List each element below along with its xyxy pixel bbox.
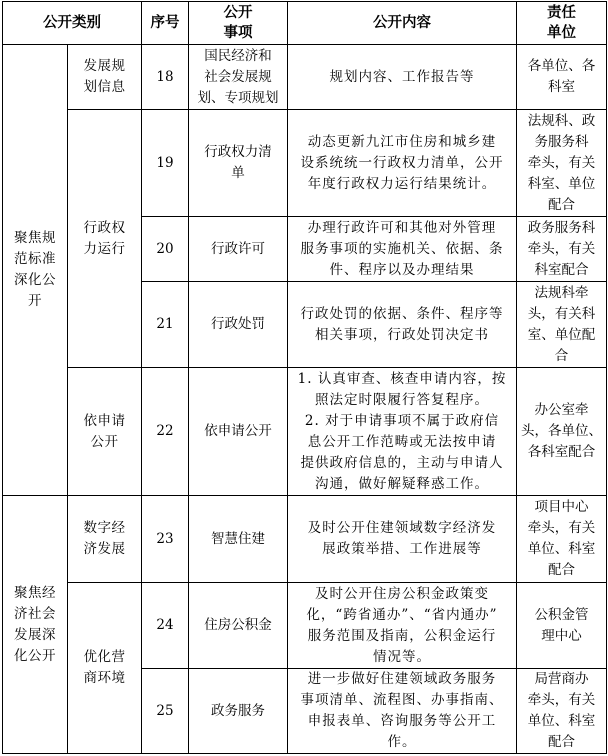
- subcategory-cell: 优化营 商环境: [68, 583, 142, 754]
- unit-cell: 法规科牵 头，有关科 室、单位配 合: [517, 282, 607, 368]
- item-cell: 依申请公开: [189, 368, 288, 496]
- unit-cell: 项目中心 牵头，有关 单位、科室 配合: [517, 496, 607, 583]
- item-cell: 智慧住建: [189, 496, 288, 583]
- content-cell: 进一步做好住建领域政务服务 事项清单、流程图、办事指南、 申报表单、咨询服务等公开工 作。: [288, 669, 517, 754]
- table-row: [3, 368, 607, 496]
- unit-cell: 法规科、政 务服务科 牵头，有关 科室、单位 配合: [517, 110, 607, 217]
- header-unit: 责任 单位: [517, 2, 607, 45]
- seq-cell: 24: [142, 583, 189, 669]
- content-cell: 动态更新九江市住房和城乡建 设系统统一行政权力清单，公开 年度行政权力运行结果统计。: [288, 110, 517, 217]
- seq-cell: 19: [142, 110, 189, 217]
- header-content: 公开内容: [288, 2, 517, 45]
- category-cell: 聚焦经 济社会 发展深 化公开: [3, 496, 68, 754]
- item-cell: 住房公积金: [189, 583, 288, 669]
- seq-cell: 22: [142, 368, 189, 496]
- item-cell: 国民经济和 社会发展规 划、专项规划: [189, 45, 288, 110]
- subcategory-cell: 数字经 济发展: [68, 496, 142, 583]
- unit-cell: 各单位、各 科室: [517, 45, 607, 110]
- subcategory-cell: 发展规 划信息: [68, 45, 142, 110]
- category-cell: 聚焦规 范标准 深化公 开: [3, 45, 68, 496]
- item-cell: 行政许可: [189, 217, 288, 282]
- table-row: [3, 496, 607, 583]
- seq-cell: 21: [142, 282, 189, 368]
- header-category: 公开类别: [3, 2, 142, 45]
- subcategory-cell: 行政权 力运行: [68, 110, 142, 368]
- content-cell: 及时公开住房公积金政策变 化，“跨省通办”、“省内通办” 服务范围及指南，公积金运行 情况等。: [288, 583, 517, 669]
- content-cell: 行政处罚的依据、条件、程序等 相关事项，行政处罚决定书: [288, 282, 517, 368]
- seq-cell: 20: [142, 217, 189, 282]
- header-row: [3, 2, 607, 45]
- unit-cell: 局营商办 牵头，有关 单位、科室 配合: [517, 669, 607, 754]
- table-row: [3, 45, 607, 110]
- table-row: [3, 110, 607, 217]
- unit-cell: 公积金管 理中心: [517, 583, 607, 669]
- seq-cell: 25: [142, 669, 189, 754]
- header-item: 公开 事项: [189, 2, 288, 45]
- content-cell: 办理行政许可和其他对外管理 服务事项的实施机关、依据、条 件、程序以及办理结果: [288, 217, 517, 282]
- table-row: [3, 583, 607, 669]
- unit-cell: 政务服务科 牵头，有关 科室配合: [517, 217, 607, 282]
- header-seq: 序号: [142, 2, 189, 45]
- content-cell: 及时公开住建领域数字经济发 展政策举措、工作进展等: [288, 496, 517, 583]
- item-cell: 政务服务: [189, 669, 288, 754]
- seq-cell: 18: [142, 45, 189, 110]
- unit-cell: 办公室牵 头，各单位、 各科室配合: [517, 368, 607, 496]
- subcategory-cell: 依申请 公开: [68, 368, 142, 496]
- content-cell: 1. 认真审查、核查申请内容，按 照法定时限履行答复程序。 2. 对于申请事项不属于政府信 息公开工作范畴或无法按申请 提供政府信息的，主动与申请人 沟通，做好解疑释惑工作。: [288, 368, 517, 496]
- seq-cell: 23: [142, 496, 189, 583]
- content-cell: 规划内容、工作报告等: [288, 45, 517, 110]
- disclosure-table: [2, 1, 607, 754]
- item-cell: 行政处罚: [189, 282, 288, 368]
- item-cell: 行政权力清 单: [189, 110, 288, 217]
